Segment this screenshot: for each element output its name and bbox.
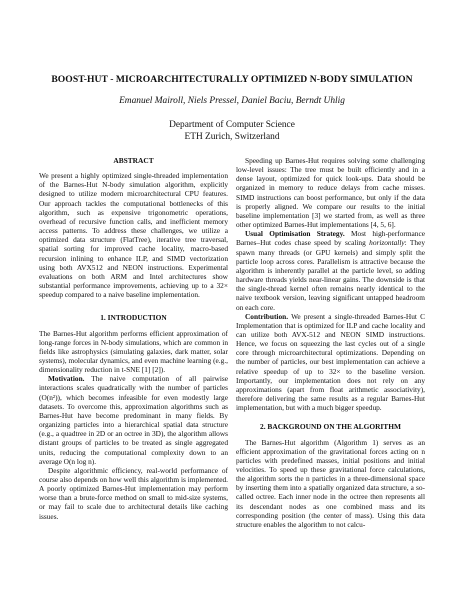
affiliation-department: Department of Computer Science [169, 120, 295, 130]
contribution-label: Contribution. [245, 311, 289, 321]
motivation-text: The naive computation of all pairwise interactions scales quadratically with the number of particles (O(n²)), which becomes infeasible for even modestly large datasets. To overcome this, approximation algorithms such as Barnes-Hut have become predominant in many fields. By organizing particles into a hierarchical spatial data structure (e.g., a quadtree in 2D or an octree in 3D), the algorithm allows distant groups of particles to be treated as single aggregated units, reducing the computational complexity down to an average O(n log n). [39, 374, 228, 466]
affiliation-institution: ETH Zurich, Switzerland [184, 132, 280, 142]
author-list: Emanuel Mairoll, Niels Pressel, Daniel Baciu, Berndt Uhlig [119, 96, 345, 106]
abstract-heading: ABSTRACT [113, 156, 154, 165]
right-paragraph-3 [236, 312, 425, 413]
intro-paragraph-2 [39, 374, 228, 466]
background-heading: 2. BACKGROUND ON THE ALGORITHM [260, 422, 401, 432]
intro-paragraph-3: Despite algorithmic efficiency, real-world performance of course also depends on how well this algorithm is implemented. A poorly optimized Barnes-Hut implementation may perform worse than a brute-force method on small to mid-size systems, or may fail to scale due to architectural details like caching issues. [39, 465, 228, 521]
strategy-emphasis: horizontally [369, 238, 405, 248]
left-column [39, 156, 228, 521]
background-paragraph: The Barnes-Hut algorithm (Algorithm 1) serves as an efficient approximation of the gravitational forces acting on n particles with predefined masses, initial positions and initial velocities. To speed up these gravitational force calculations, the algorithm sorts the n particles in a three-dimensional space by inserting them into a spatially organized data structure, a so-called octree. Each inner node in the octree then represents all its descendant nodes as one combined mass and its corresponding position (the center of mass). Using this data structure enables the algorithm to not calcu- [236, 437, 425, 529]
right-paragraph-1: Speeding up Barnes-Hut requires solving some challenging low-level issues: The tree must be built efficiently and in a dense layout, optimized for quick look-ups. Data should be organized in memory to reduce delays from cache misses. SIMD instructions can boost performance, but only if the data is properly aligned. We compare our results to the initial baseline implementation [3] we started from, as well as three other optimized Barnes-Hut implementations [4, 5, 6]. [236, 156, 425, 230]
right-column [236, 156, 425, 529]
paper-title: BOOST-HUT - MICROARCHITECTURALLY OPTIMIZED N-BODY SIMULATION [51, 74, 413, 85]
abstract-text: We present a highly optimized single-threaded implementation of the Barnes-Hut N-body simulation algorithm, explicitly designed to utilize modern microarchitectural CPU features. Our approach tackles the computational bottlenecks of this algorithm, such as expensive trigonometric operations, overhead of recursive function calls, and inefficient memory access patterns. To address these challenges, we utilize a optimized data structure (FlatTree), iterative tree traversal, spatial sorting for improved cache locality, macro-based recursion inlining to enhance ILP, and SIMD vectorization using both AVX512 and NEON instructions. Experimental evaluations on both ARM and Intel architectures show substantial performance improvements, achieving up to a 32× speedup compared to a naive baseline implementation. [39, 171, 228, 300]
strategy-label: Usual Optimisation Strategy. [245, 229, 345, 239]
strategy-text-post: : They spawn many threads (or GPU kernels) and simply split the particle loop across cores. Parallelism is attractive because the algorithm is inherently parallel at the particle level, so adding hardware threads yields near-linear gains. The downside is that the single-thread kernel often remains nearly identical to the naive textbook version, leaving significant untapped headroom on each core. [236, 238, 425, 312]
contribution-text: We present a single-threaded Barnes-Hut C Implementation that is optimized for ILP and cache locality and can utilize both AVX-512 and NEON SIMD instructions. Hence, we focus on squeezing the last cycles out of a single core through microarchitectural optimizations. Depending on the number of particles, our best implementation can achieve a relative speedup of up to 32× to the baseline version. Importantly, our implementation does not rely on any approximations (apart from float arithmetic associativity), therefore delivering the same results as a regular Barnes-Hut implementation, but with a much bigger speedup. [236, 311, 425, 413]
right-paragraph-2 [236, 229, 425, 311]
intro-paragraph-1: The Barnes-Hut algorithm performs efficient approximation of long-range forces in N-body simulations, which are common in fields like astrophysics (simulating galaxies, dark matter, solar systems), molecular dynamics, and even machine learning (e.g., dimensionality reduction in t-SNE [1] [2]). [39, 328, 228, 375]
intro-heading: 1. INTRODUCTION [100, 313, 167, 323]
strategy-text-pre: Most high-performance Barnes–Hut codes chase speed by scaling [236, 229, 425, 248]
affiliation [20, 119, 444, 143]
motivation-label: Motivation. [48, 374, 85, 384]
